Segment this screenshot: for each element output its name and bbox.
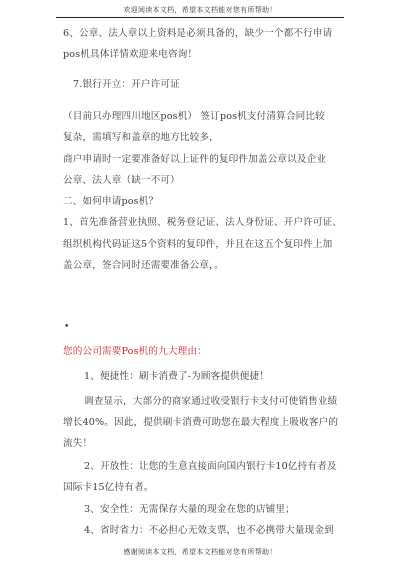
- item-7-line-2: 复杂，需填写和盖章的地方比较多，: [63, 132, 219, 143]
- item-6-line-1: 6、公章、法人章以上资料是必须具备的，缺少一个都不行申请: [63, 28, 333, 39]
- reason-1-body-2: 增长40%。因此，提供刷卡消费可助您在最大程度上吸收客户的: [63, 417, 339, 428]
- header-rule: [56, 17, 344, 18]
- section-2-line-3: 盖公章，签合同时还需要准备公章，。: [63, 260, 224, 271]
- reasons-heading: 您的公司需要Pos机的九大理由：: [63, 346, 207, 357]
- page-footer: 感谢阅读本文档，希望本文档能对您有所帮助！: [123, 548, 277, 556]
- section-2-heading: 二、如何申请pos机？: [63, 196, 159, 207]
- reason-1-body-1: 调查显示，大部分的商家通过收受银行卡支付可使销售业绩: [84, 396, 338, 407]
- item-7-heading: 7.银行开立：开户许可证: [73, 79, 180, 90]
- item-7-line-1: （目前只办理四川地区pos机） 签订pos机支付清算合同比较: [63, 111, 325, 122]
- reason-1-body-3: 流失！: [63, 438, 93, 449]
- reason-2-line-2: 国际卡15亿持有者。: [63, 482, 154, 493]
- item-6-line-2: pos机具体详情欢迎来电咨询！: [63, 49, 198, 60]
- page-header: 欢迎阅读本文档，希望本文档能对您有所帮助！: [123, 6, 277, 14]
- reason-3: 3、安全性：无需保存大量的现金在您的店铺里；: [84, 504, 295, 515]
- item-7-line-4: 公章、法人章（缺一不可）: [63, 175, 180, 186]
- section-2-line-2: 组织机构代码证这5个资料的复印件，并且在这五个复印件上加: [63, 239, 333, 250]
- reason-4: 4、省时省力：不必担心无效支票，也不必携带大量现金到: [84, 525, 334, 536]
- reason-2-line-1: 2、开放性：让您的生意直接面向国内银行卡10亿持有者及: [84, 461, 337, 472]
- reason-1-title: 1、便捷性：刷卡消费了-为顾客提供便捷！: [84, 371, 270, 382]
- section-2-line-1: 1、首先准备营业执照、税务登记证、法人身份证、开户许可证、: [63, 217, 343, 228]
- bullet-point: •: [64, 322, 70, 332]
- item-7-line-3: 商户申请时一定要准备好以上证件的复印件加盖公章以及企业: [63, 154, 327, 165]
